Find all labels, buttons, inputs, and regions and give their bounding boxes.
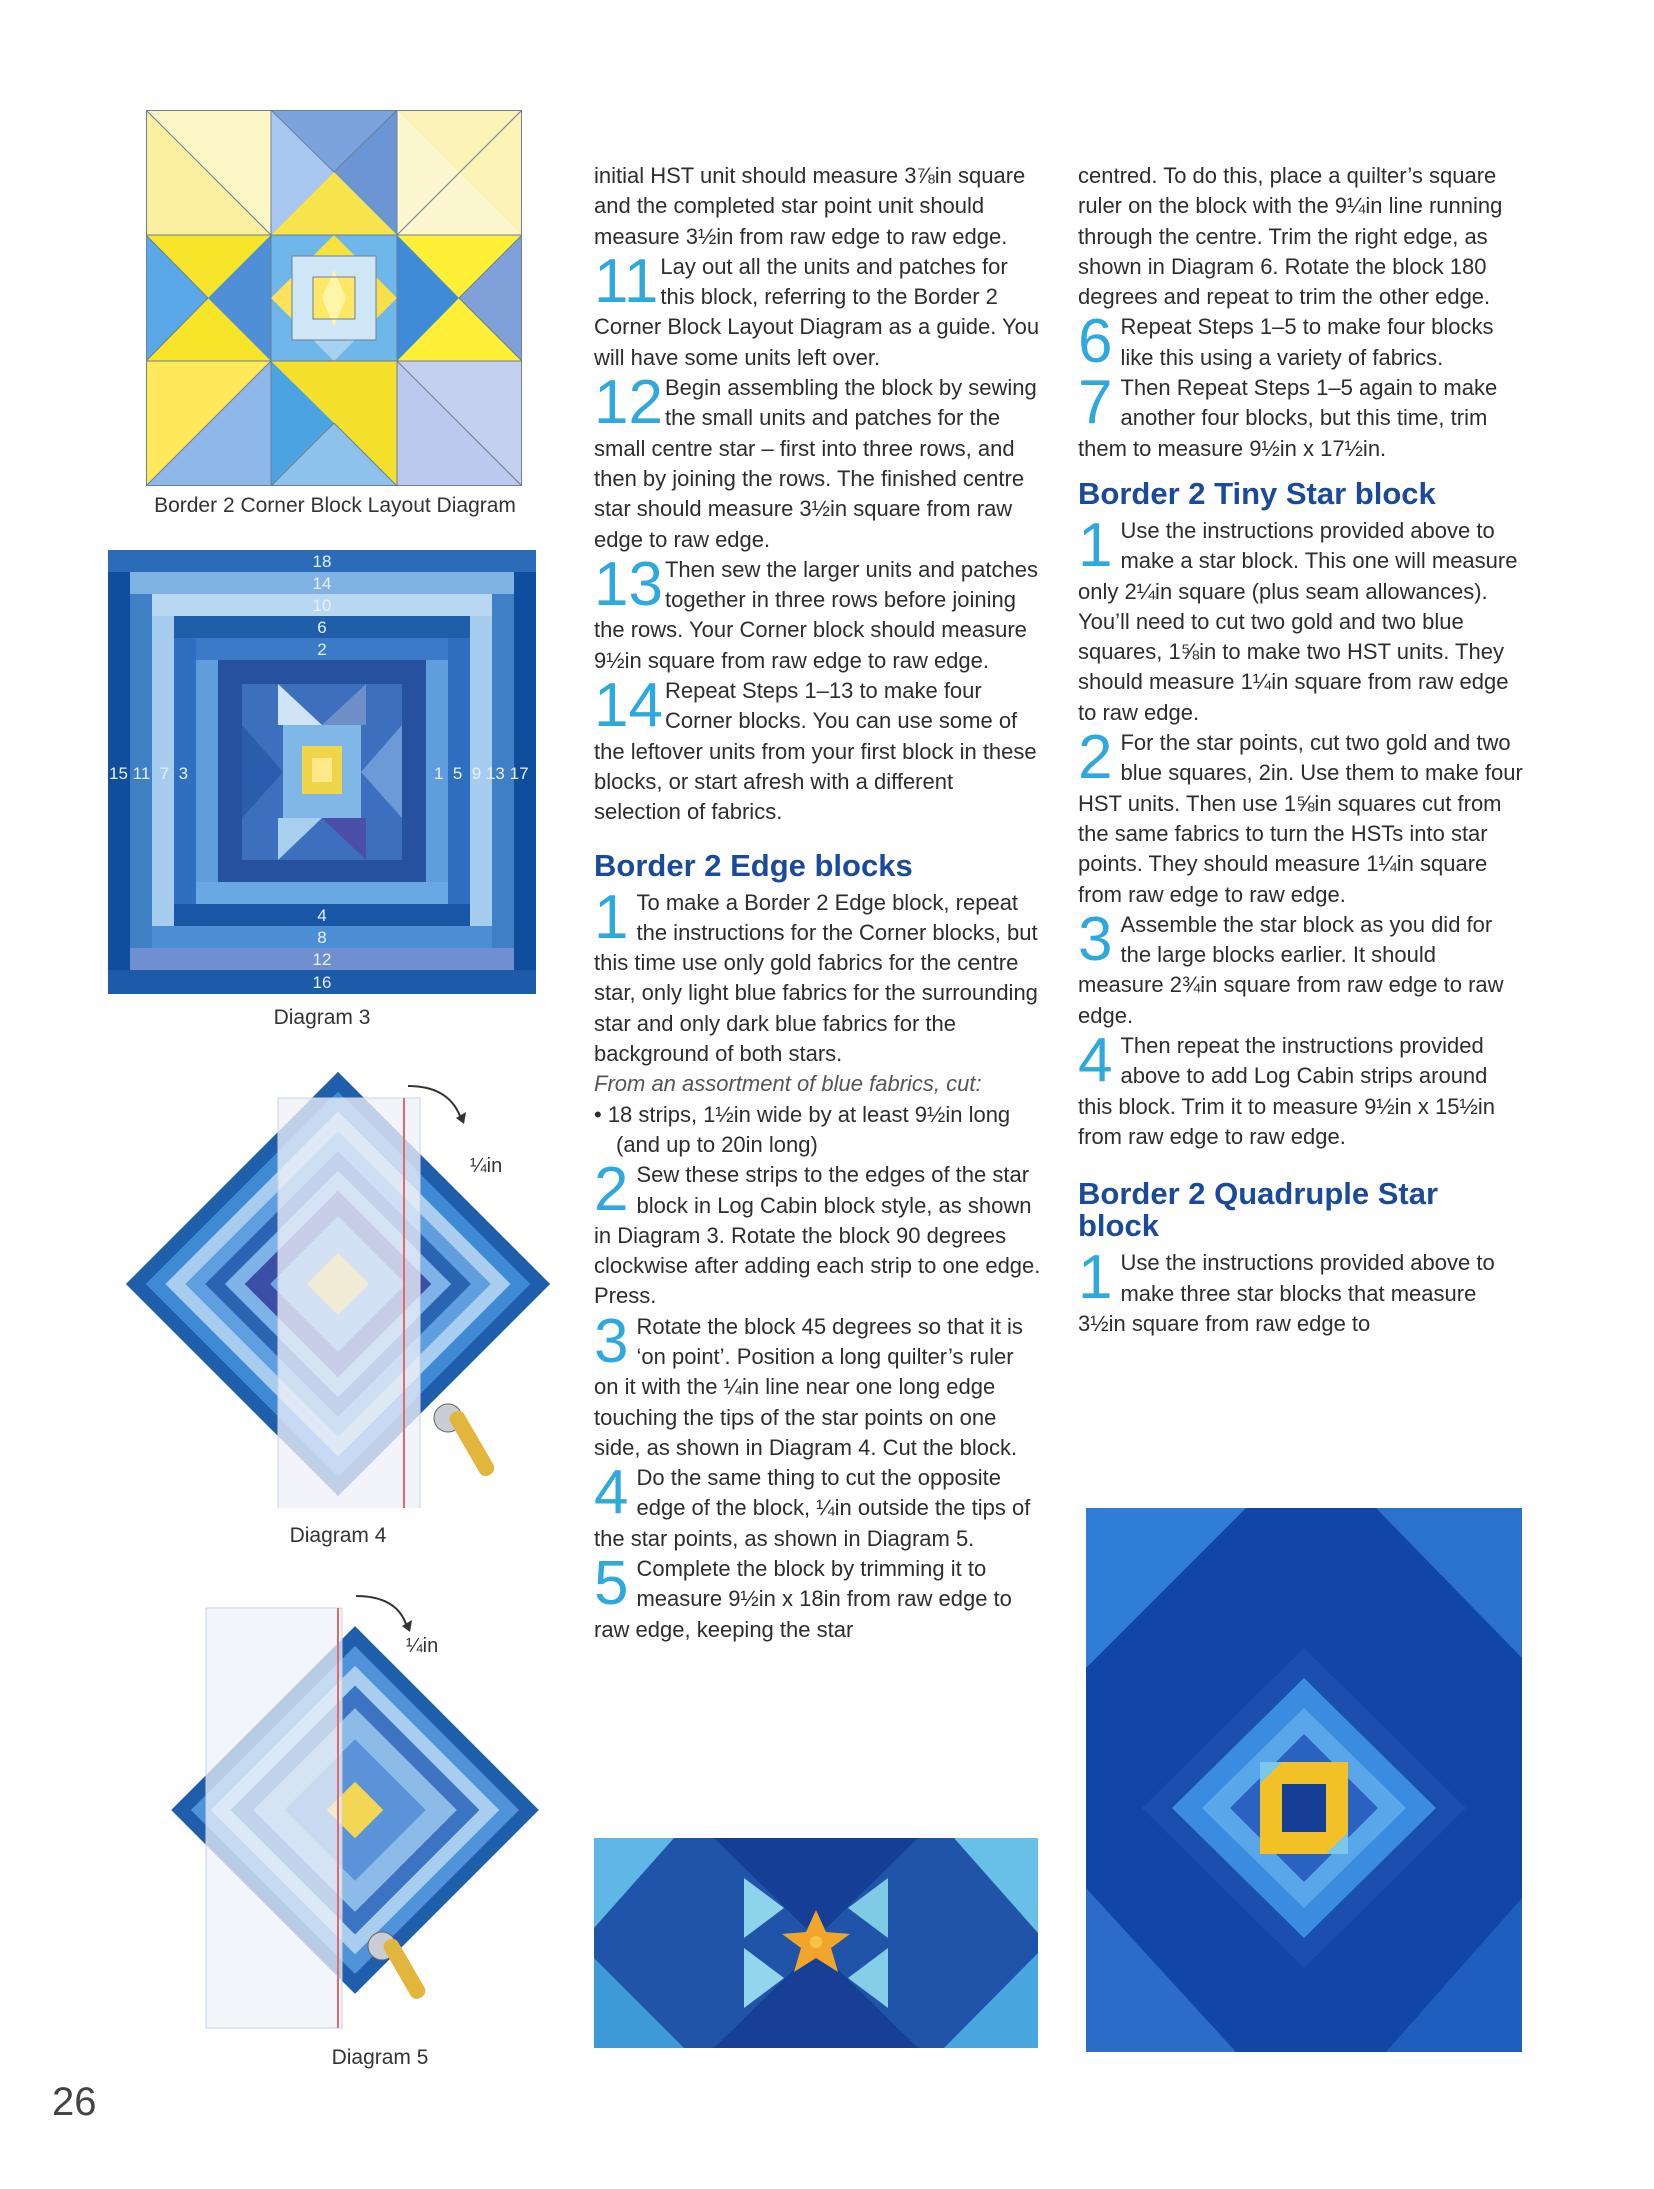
step-number: 4 <box>1078 1026 1113 1096</box>
cut-list-item: • 18 strips, 1½in wide by at least 9½in long (and up to 20in long) <box>594 1101 1011 1157</box>
text-column-2 <box>1078 161 1526 1339</box>
tiny-step-4 <box>1078 1026 1526 1152</box>
paragraph: initial HST unit should measure 3⅞in square and the completed star point unit should measure 3½in from raw edge to raw edge. <box>594 163 1026 249</box>
step-text: Sew these strips to the edges of the star block in Log Cabin block style, as shown in Diagram 3. Rotate the block 90 degrees clockwise after adding each strip to one edge. Press. <box>594 1162 1041 1309</box>
d3-right-labels: 1 5 9 13 17 <box>434 764 529 783</box>
step-number: 13 <box>594 549 663 619</box>
step-number: 2 <box>1078 723 1113 793</box>
step-13 <box>594 549 1042 676</box>
step-text: Repeat Steps 1–13 to make four Corner blocks. You can use some of the leftover units from your first block in these blocks, or start afresh with a different selection of fabrics. <box>594 678 1037 825</box>
step-number: 1 <box>594 882 629 952</box>
diagram-4-measure-label: ¼in <box>470 1155 503 1177</box>
step-text: Use the instructions provided above to make a star block. This one will measure only 2¼in square (plus seam allowances). You’ll need to cut two gold and two blue squares, 1⅝in to make two HST units. They should measure 1¼in square from raw edge to raw edge. <box>1078 517 1518 725</box>
d3-top-label: 6 <box>317 618 327 637</box>
step-text: Do the same thing to cut the opposite edge of the block, ¼in outside the tips of the star points, as shown in Diagram 5. <box>594 1465 1031 1551</box>
step-7 <box>1078 368 1526 464</box>
tiny-step-1 <box>1078 510 1526 728</box>
d3-top-label: 10 <box>312 596 332 615</box>
diagram-5-measure-label: ¼in <box>406 1635 439 1657</box>
edge-step-2 <box>594 1155 1042 1311</box>
step-text: Begin assembling the block by sewing the small units and patches for the small centre star – first into three rows, and then by joining the rows. The finished centre star should measure 3½in square from raw edge to raw edge. <box>594 375 1037 552</box>
step-number: 3 <box>1078 904 1113 974</box>
diagram-3-log-cabin <box>108 550 536 994</box>
step-number: 5 <box>594 1549 629 1619</box>
step-number: 2 <box>594 1155 629 1225</box>
text-column-1 <box>594 161 1042 1645</box>
step-6 <box>1078 307 1526 377</box>
d3-bottom-label: 4 <box>317 906 327 925</box>
step-text: Use the instructions provided above to make three star blocks that measure 3½in square from raw edge to <box>1078 1250 1495 1336</box>
step-text: Then sew the larger units and patches together in three rows before joining the rows. Your Corner block should measure 9½in square from raw edge to raw edge. <box>594 556 1038 673</box>
cut-intro: From an assortment of blue fabrics, cut: <box>594 1071 982 1097</box>
step-number: 3 <box>594 1306 629 1376</box>
diagram-4-on-point-cut <box>108 1056 568 1508</box>
d3-top-label: 18 <box>312 552 332 571</box>
page-number: 26 <box>52 2080 97 2124</box>
step-number: 12 <box>594 368 663 438</box>
tiny-step-3 <box>1078 904 1526 1031</box>
d3-left-labels: 15 11 7 3 <box>109 764 189 783</box>
corner-block-layout-diagram <box>146 110 522 486</box>
heading-edge-blocks: Border 2 Edge blocks <box>594 847 913 883</box>
step-text: Repeat Steps 1–5 to make four blocks like this using a variety of fabrics. <box>1120 314 1494 370</box>
step-text: Assemble the star block as you did for the large blocks earlier. It should measure 2¾in square from raw edge to raw edge. <box>1078 911 1504 1028</box>
heading-tiny-star: Border 2 Tiny Star block <box>1078 475 1436 511</box>
step-number: 1 <box>1078 1243 1113 1313</box>
layout-diagram-caption: Border 2 Corner Block Layout Diagram <box>154 494 516 517</box>
heading-quadruple-star: Border 2 Quadruple Star block <box>1078 1176 1439 1244</box>
d3-bottom-label: 16 <box>312 973 332 992</box>
step-text: Complete the block by trimming it to measure 9½in x 18in from raw edge to raw edge, keeping the star <box>594 1556 1012 1642</box>
edge-step-3 <box>594 1306 1042 1463</box>
step-number: 4 <box>594 1458 629 1528</box>
tiny-step-2 <box>1078 723 1526 910</box>
step-text: Then Repeat Steps 1–5 again to make another four blocks, but this time, trim them to measure 9½in x 17½in. <box>1078 375 1498 461</box>
d3-top-label: 2 <box>317 640 327 659</box>
edge-step-4 <box>594 1458 1042 1554</box>
step-11 <box>594 246 1042 373</box>
step-text: For the star points, cut two gold and two blue squares, 2in. Use them to make four HST units. Then use 1⅝in squares cut from the same fabrics to turn the HSTs into star points. They should measure 1¼in square from raw edge to raw edge. <box>1078 730 1523 907</box>
diagram-4-caption: Diagram 4 <box>289 1524 387 1547</box>
edge-step-1 <box>594 882 1042 1070</box>
step-number: 11 <box>594 246 659 316</box>
tiny-star-quilt-photo <box>1086 1508 1522 2052</box>
step-number: 6 <box>1078 307 1113 377</box>
diagram-5-trim-opposite-edge <box>160 1560 540 2040</box>
edge-step-5 <box>594 1549 1042 1645</box>
d3-bottom-label: 8 <box>317 928 327 947</box>
edge-block-quilt-photo <box>594 1838 1038 2048</box>
step-text: Lay out all the units and patches for this block, referring to the Border 2 Corner Block Layout Diagram as a guide. You will have some units left over. <box>594 253 1040 370</box>
d3-bottom-label: 12 <box>312 950 332 969</box>
step-number: 7 <box>1078 368 1113 438</box>
step-number: 1 <box>1078 510 1113 580</box>
step-text: To make a Border 2 Edge block, repeat the instructions for the Corner blocks, but this time use only gold fabrics for the centre star, only light blue fabrics for the surrounding star and only dark blue fabrics for the background of both stars. <box>594 889 1038 1067</box>
step-14 <box>594 671 1042 827</box>
step-number: 14 <box>594 671 663 741</box>
quad-step-1 <box>1078 1243 1526 1339</box>
step-text: Then repeat the instructions provided above to add Log Cabin strips around this block. Trim it to measure 9½in x 15½in from raw edge to raw edge. <box>1078 1033 1495 1149</box>
diagram-3-caption: Diagram 3 <box>273 1006 371 1029</box>
step-text: Rotate the block 45 degrees so that it is ‘on point’. Position a long quilter’s ruler on it with the ¼in line near one long edge touching the tips of the star points on one side, as shown in Diagram 4. Cut the block. <box>594 1313 1023 1460</box>
paragraph: centred. To do this, place a quilter’s square ruler on the block with the 9¼in line running through the centre. Trim the right edge, as shown in Diagram 6. Rotate the block 180 degrees and repeat to trim the other edge. <box>1078 163 1503 310</box>
step-12 <box>594 368 1042 555</box>
diagram-5-caption: Diagram 5 <box>331 2046 429 2069</box>
d3-top-label: 14 <box>312 574 332 593</box>
